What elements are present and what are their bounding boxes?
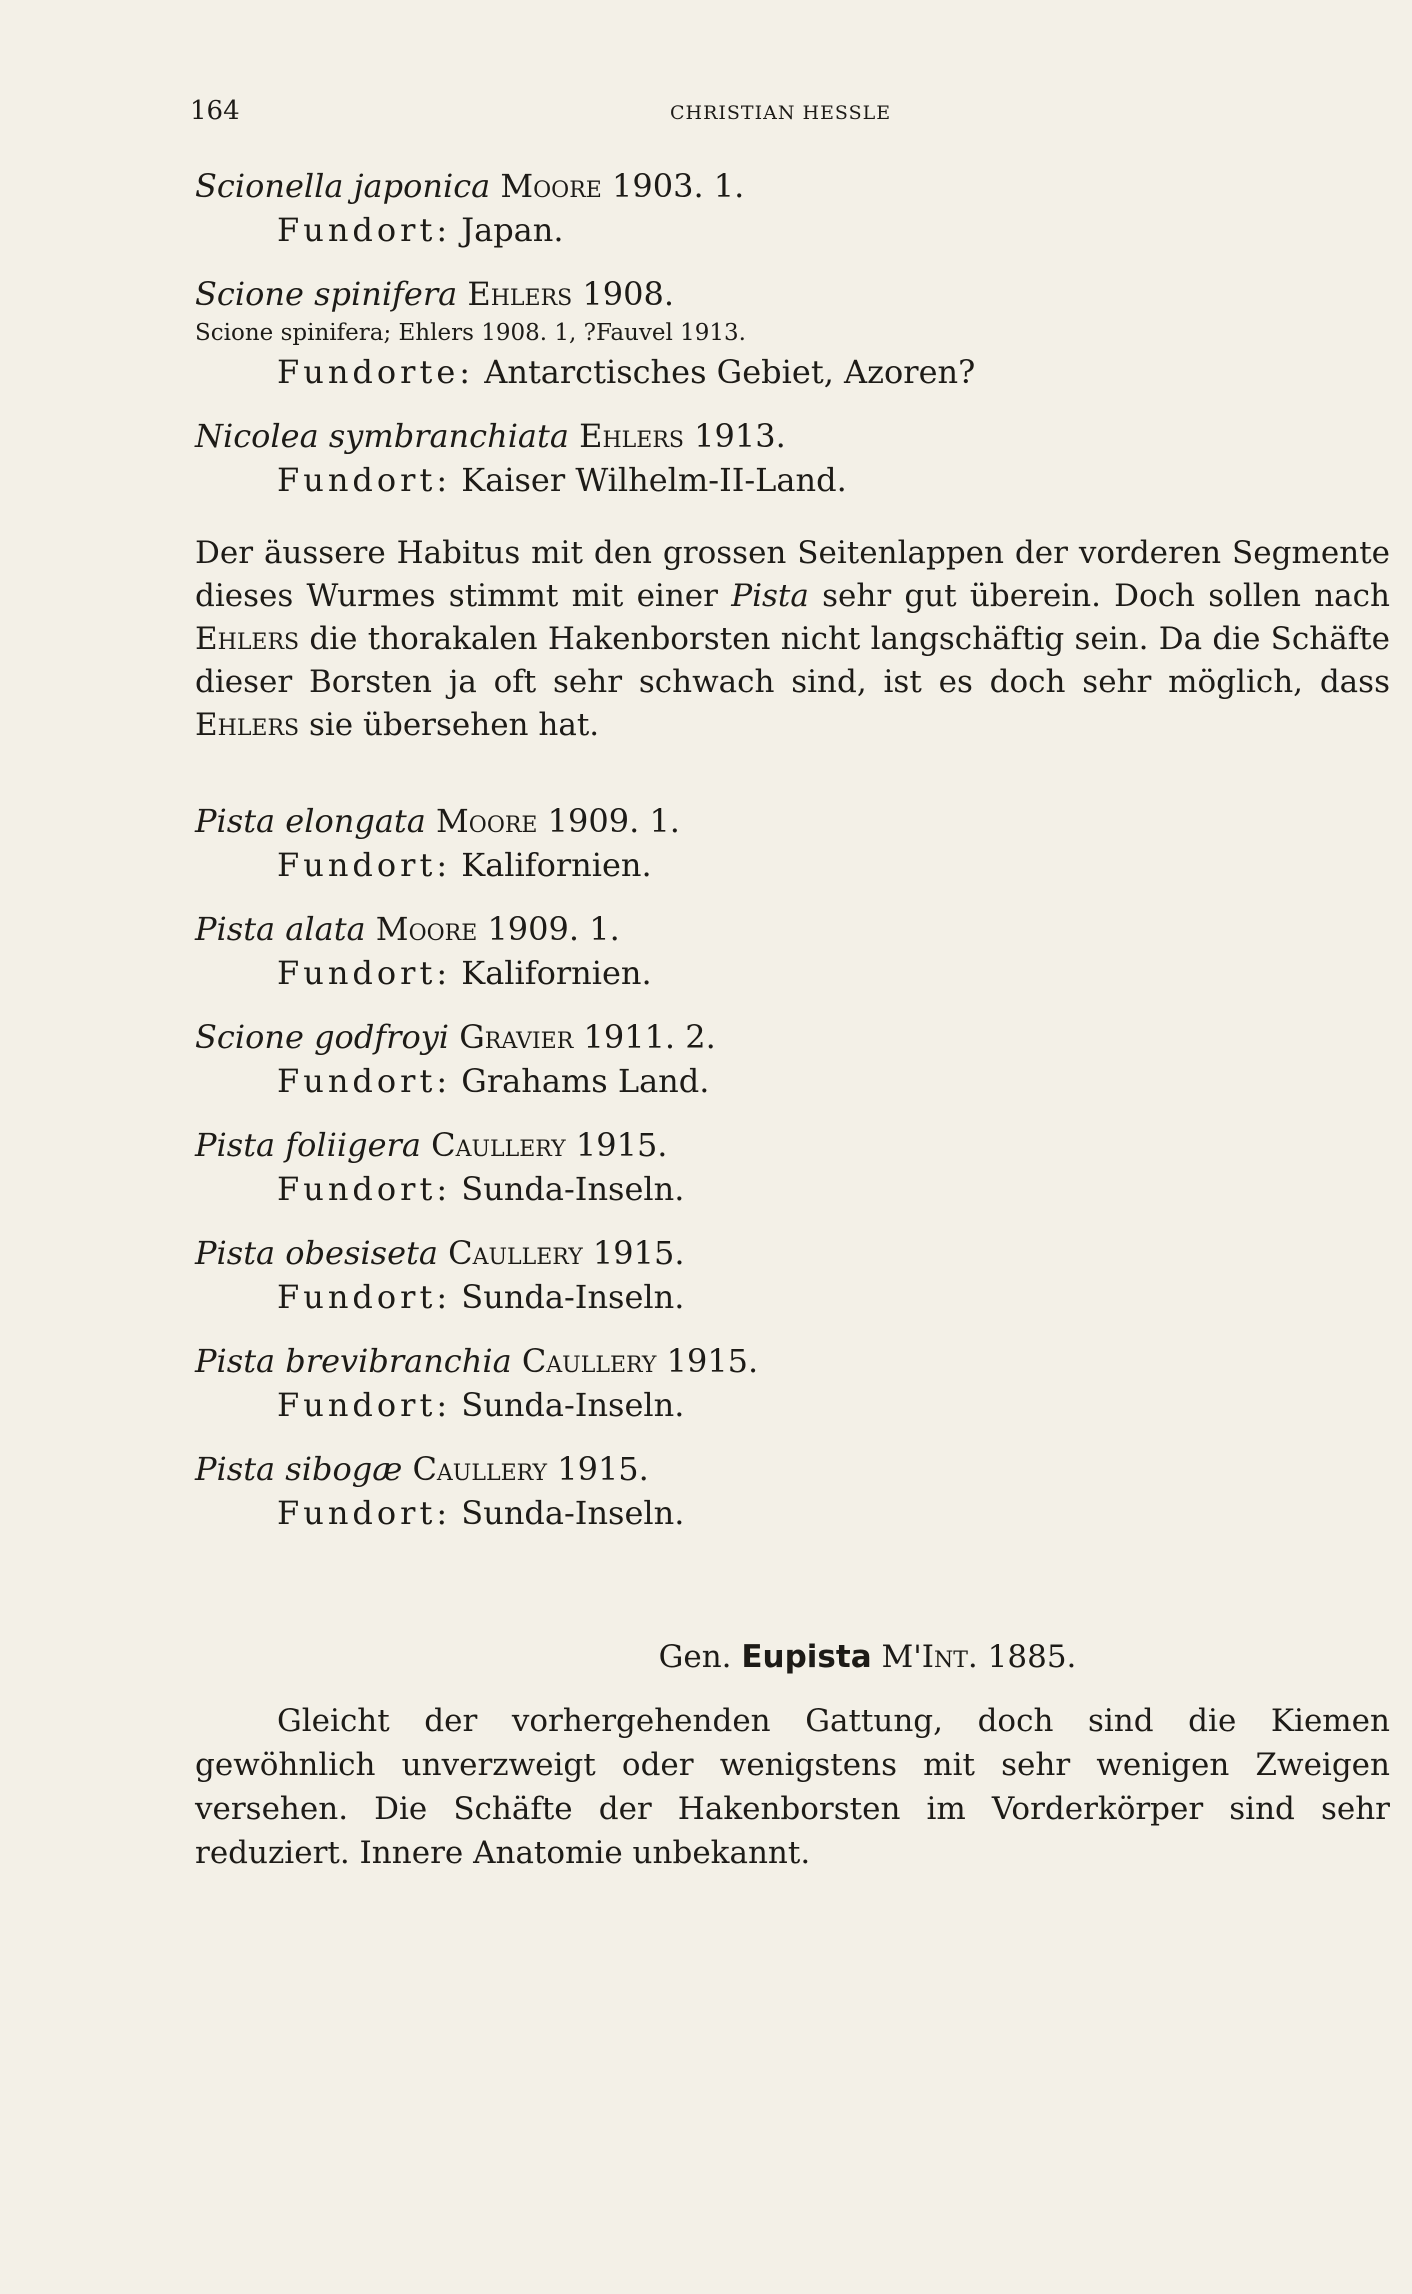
locality-label: Fundort: xyxy=(277,1062,452,1100)
species-name: Scionella japonica xyxy=(195,167,491,205)
locality: Kalifornien. xyxy=(461,846,652,884)
locality-line xyxy=(195,458,1390,502)
genus-name: Eupista xyxy=(741,1639,872,1675)
species-year: 1915. xyxy=(666,1342,759,1380)
paragraph-text: Der äussere Habitus mit den grossen Seitenlappen der vorderen Segmente dieses Wurmes stimmt mit einer xyxy=(195,535,1390,614)
species-entry xyxy=(195,1123,1390,1211)
genus-year: 1885. xyxy=(987,1639,1077,1675)
species-year: 1903. 1. xyxy=(612,167,745,205)
species-entry xyxy=(195,1015,1390,1103)
species-name: Nicolea symbranchiata xyxy=(195,417,569,455)
locality: Antarctisches Gebiet, Azoren? xyxy=(484,353,976,391)
locality-label: Fundort: xyxy=(277,1494,452,1532)
species-author: Moore xyxy=(375,910,478,948)
species-author: Ehlers xyxy=(579,417,684,455)
species-name: Pista obesiseta xyxy=(195,1234,438,1272)
species-heading xyxy=(195,272,1390,316)
species-year: 1909. 1. xyxy=(487,910,620,948)
locality-label: Fundort: xyxy=(277,1170,452,1208)
species-name: Pista brevibranchia xyxy=(195,1342,512,1380)
species-year: 1911. 2. xyxy=(583,1018,716,1056)
locality-line xyxy=(195,1167,1390,1211)
locality-line xyxy=(195,1059,1390,1103)
species-heading xyxy=(195,1339,1390,1383)
species-entry xyxy=(195,1231,1390,1319)
paragraph-text: sehr gut überein. Doch sollen nach xyxy=(822,578,1390,614)
species-year: 1908. xyxy=(582,275,675,313)
species-name: Scione spinifera xyxy=(195,275,458,313)
species-name: Pista alata xyxy=(195,910,366,948)
species-year: 1915. xyxy=(557,1450,649,1488)
species-heading xyxy=(195,1015,1390,1059)
species-heading xyxy=(195,164,1390,208)
species-year: 1913. xyxy=(694,417,786,455)
species-name: Pista sibogæ xyxy=(195,1450,403,1488)
synonym-reference: Scione spinifera; Ehlers 1908. 1, ?Fauvel 1913. xyxy=(195,320,746,346)
species-year: 1915. xyxy=(575,1126,668,1164)
author-reference: Ehlers xyxy=(195,621,300,657)
species-heading xyxy=(195,799,1390,843)
page-header xyxy=(190,96,1230,126)
species-year: 1915. xyxy=(592,1234,685,1272)
locality: Sunda-Inseln. xyxy=(461,1494,685,1532)
species-author: Ehlers xyxy=(467,275,573,313)
locality: Grahams Land. xyxy=(461,1062,710,1100)
paragraph-text: die thorakalen Hakenborsten nicht langschäftig sein. Da die Schäfte dieser Borsten ja oft sehr schwach sind, ist es doch sehr möglich, dass xyxy=(195,621,1390,700)
species-heading xyxy=(195,1447,1390,1491)
species-entry xyxy=(195,414,1390,502)
genus-reference: Pista xyxy=(731,578,809,614)
species-year: 1909. 1. xyxy=(547,802,680,840)
locality-line xyxy=(195,1275,1390,1319)
species-author: Caullery xyxy=(448,1234,583,1272)
species-name: Pista foliigera xyxy=(195,1126,421,1164)
locality-label: Fundort: xyxy=(277,211,452,249)
locality-label: Fundort: xyxy=(277,954,452,992)
species-entry xyxy=(195,1447,1390,1535)
locality-line xyxy=(195,1383,1390,1427)
locality-label: Fundort: xyxy=(277,1386,452,1424)
species-author: Moore xyxy=(500,167,602,205)
locality-line xyxy=(195,208,1390,252)
page-body xyxy=(195,164,1390,1906)
locality-line xyxy=(195,843,1390,887)
species-author: Moore xyxy=(436,802,538,840)
species-entry xyxy=(195,799,1390,887)
genus-prefix: Gen. xyxy=(658,1639,732,1675)
species-entry xyxy=(195,164,1390,252)
locality: Kalifornien. xyxy=(461,954,652,992)
species-author: Caullery xyxy=(431,1126,566,1164)
species-heading xyxy=(195,1231,1390,1275)
locality-label: Fundort: xyxy=(277,846,452,884)
locality-label: Fundorte: xyxy=(277,353,475,391)
species-name: Scione godfroyi xyxy=(195,1018,450,1056)
body-paragraph xyxy=(195,532,1390,747)
locality-line xyxy=(195,951,1390,995)
locality: Japan. xyxy=(461,211,564,249)
species-entry xyxy=(195,1339,1390,1427)
locality: Sunda-Inseln. xyxy=(461,1386,685,1424)
species-author: Caullery xyxy=(521,1342,657,1380)
species-heading xyxy=(195,907,1390,951)
species-author: Gravier xyxy=(459,1018,574,1056)
species-entry xyxy=(195,272,1390,394)
locality-line xyxy=(195,1491,1390,1535)
locality: Sunda-Inseln. xyxy=(461,1170,685,1208)
species-heading xyxy=(195,1123,1390,1167)
species-entry xyxy=(195,907,1390,995)
genus-author: M'Int. xyxy=(881,1639,978,1675)
locality-label: Fundort: xyxy=(277,461,452,499)
locality: Sunda-Inseln. xyxy=(461,1278,685,1316)
species-author: Caullery xyxy=(412,1450,548,1488)
author-reference: Ehlers xyxy=(195,707,300,743)
species-heading xyxy=(195,414,1390,458)
genus-heading xyxy=(195,1635,1390,1679)
page-number: 164 xyxy=(190,96,240,126)
species-name: Pista elongata xyxy=(195,802,426,840)
locality-line xyxy=(195,350,1390,394)
locality-label: Fundort: xyxy=(277,1278,452,1316)
paragraph-text: sie übersehen hat. xyxy=(308,707,600,743)
genus-description: Gleicht der vorhergehenden Gattung, doch sind die Kiemen gewöhnlich unverzweigt oder wenigstens mit sehr wenigen Zweigen versehen. Die Schäfte der Hakenborsten im Vorderkörper sind sehr reduziert. Innere Anatomie unbekannt. xyxy=(195,1703,1390,1871)
running-head: CHRISTIAN HESSLE xyxy=(670,102,892,124)
locality: Kaiser Wilhelm-II-Land. xyxy=(461,461,847,499)
